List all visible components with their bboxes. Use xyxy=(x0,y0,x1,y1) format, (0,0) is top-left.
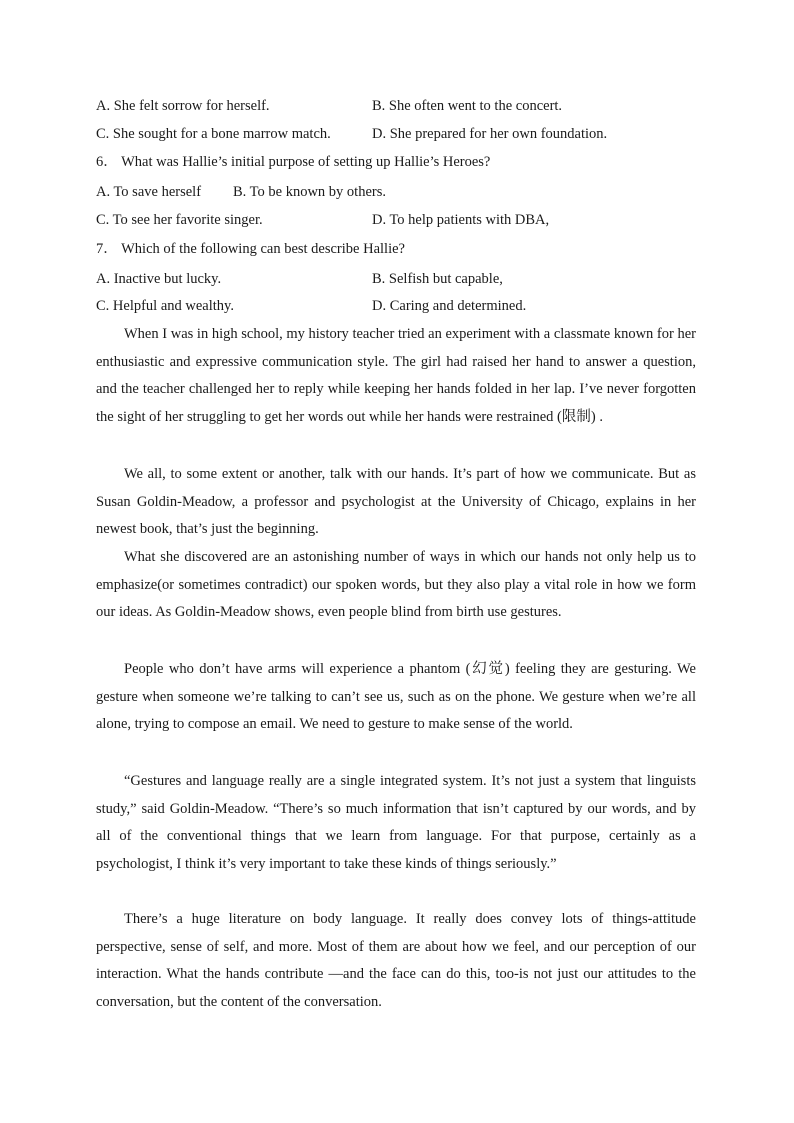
q7-option-b: B. Selfish but capable, xyxy=(372,271,503,287)
passage-paragraph-4: People who don’t have arms will experience a phantom (幻觉) feeling they are gesturing. We gesture when someone we’re talking to can’t see us, such as on the phone. We gesture when we’re all alone, trying to compose an email. We need to gesture to make sense of the world. xyxy=(96,661,696,733)
q5-option-b: B. She often went to the concert. xyxy=(372,98,563,114)
q6-option-b: B. To be known by others. xyxy=(233,184,386,200)
q6-option-a: A. To save herself xyxy=(96,184,202,200)
q7-option-c: C. Helpful and wealthy. xyxy=(96,298,234,314)
q6-stem: 6． What was Hallie’s initial purpose of setting up Hallie’s Heroes? xyxy=(96,154,491,170)
passage-paragraph-2: We all, to some extent or another, talk with our hands. It’s part of how we communicate. But as Susan Goldin-Meadow, a professor and psychologist at the University of Chicago, explains in her newest book, that’s just the beginning. xyxy=(96,466,696,538)
passage-paragraph-1: When I was in high school, my history teacher tried an experiment with a classmate known for her enthusiastic and expressive communication style. The girl had raised her hand to answer a question, and the teacher challenged her to reply while keeping her hands folded in her lap. I’ve never forgotten the sight of her struggling to get her words out while her hands were restrained (限制) . xyxy=(96,326,696,426)
q7-stem: 7． Which of the following can best describe Hallie? xyxy=(96,241,405,257)
q6-option-d: D. To help patients with DBA, xyxy=(372,212,550,228)
q6-option-c: C. To see her favorite singer. xyxy=(96,212,263,228)
q7-option-a: A. Inactive but lucky. xyxy=(96,271,222,287)
q5-option-c: C. She sought for a bone marrow match. xyxy=(96,126,331,142)
q5-option-d: D. She prepared for her own foundation. xyxy=(372,126,608,142)
passage-paragraph-6: There’s a huge literature on body language. It really does convey lots of things-attitude perspective, sense of self, and more. Most of them are about how we feel, and our perception of our interaction. What the hands contribute —and the face can do this, too-is not just our attitudes to the conversation, but the content of the conversation. xyxy=(96,911,696,1011)
q5-option-a: A. She felt sorrow for herself. xyxy=(96,98,270,114)
passage-paragraph-5: “Gestures and language really are a single integrated system. It’s not just a system that linguists study,” said Goldin-Meadow. “There’s so much information that isn’t captured by our words, and by all of the conventional things that we learn from language. For that purpose, certainly as a psychologist, I think it’s very important to take these kinds of things seriously.” xyxy=(96,773,696,873)
passage-paragraph-3: What she discovered are an astonishing number of ways in which our hands not only help us to emphasize(or sometimes contradict) our spoken words, but they also play a vital role in how we form our ideas. As Goldin-Meadow shows, even people blind from birth use gestures. xyxy=(96,549,696,621)
q7-option-d: D. Caring and determined. xyxy=(372,298,527,314)
